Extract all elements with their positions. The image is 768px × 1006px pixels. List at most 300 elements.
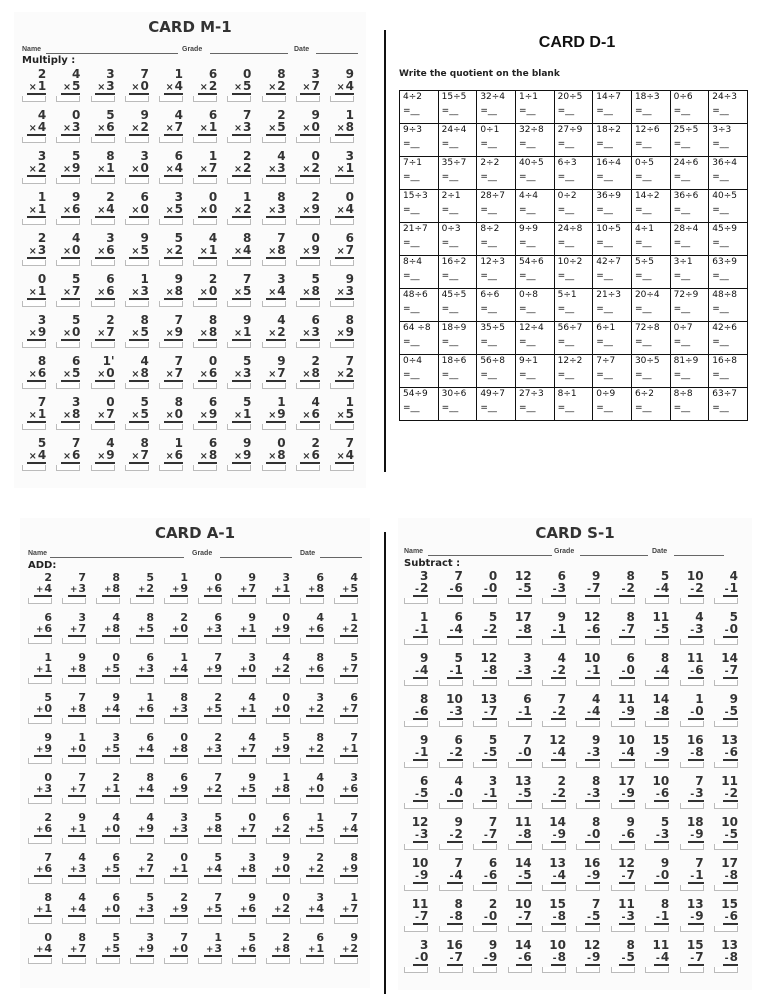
answer-box[interactable]: [404, 885, 428, 891]
answer-blank[interactable]: =__: [596, 172, 613, 182]
answer-box[interactable]: [227, 137, 251, 143]
answer-box[interactable]: [159, 301, 183, 307]
answer-box[interactable]: [62, 638, 86, 644]
answer-box[interactable]: [198, 598, 222, 604]
answer-box[interactable]: [22, 260, 46, 266]
answer-box[interactable]: [130, 718, 154, 724]
answer-box[interactable]: [130, 638, 154, 644]
answer-box[interactable]: [296, 219, 320, 225]
answer-box[interactable]: [96, 758, 120, 764]
answer-blank[interactable]: =__: [634, 403, 652, 413]
answer-box[interactable]: [232, 758, 256, 764]
answer-box[interactable]: [611, 803, 635, 809]
answer-box[interactable]: [28, 958, 52, 964]
name-line[interactable]: [428, 555, 552, 556]
answer-box[interactable]: [262, 178, 286, 184]
answer-box[interactable]: [542, 803, 566, 809]
answer-box[interactable]: [91, 219, 115, 225]
answer-box[interactable]: [198, 718, 222, 724]
answer-box[interactable]: [266, 718, 290, 724]
answer-blank[interactable]: =__: [673, 106, 691, 116]
answer-box[interactable]: [91, 137, 115, 143]
answer-box[interactable]: [227, 260, 251, 266]
answer-blank[interactable]: =__: [403, 337, 420, 347]
answer-box[interactable]: [125, 137, 149, 143]
answer-box[interactable]: [262, 465, 286, 471]
answer-blank[interactable]: =__: [596, 238, 613, 248]
answer-box[interactable]: [611, 967, 635, 973]
answer-blank[interactable]: =__: [557, 337, 575, 347]
answer-box[interactable]: [714, 598, 738, 604]
answer-box[interactable]: [296, 465, 320, 471]
answer-blank[interactable]: =__: [673, 238, 691, 248]
answer-box[interactable]: [714, 762, 738, 768]
answer-box[interactable]: [542, 762, 566, 768]
answer-box[interactable]: [645, 639, 669, 645]
answer-blank[interactable]: =__: [634, 205, 652, 215]
answer-box[interactable]: [266, 918, 290, 924]
answer-box[interactable]: [28, 918, 52, 924]
answer-box[interactable]: [266, 638, 290, 644]
answer-box[interactable]: [542, 680, 566, 686]
answer-box[interactable]: [576, 721, 600, 727]
answer-box[interactable]: [542, 721, 566, 727]
answer-box[interactable]: [576, 762, 600, 768]
answer-box[interactable]: [266, 878, 290, 884]
answer-blank[interactable]: =__: [441, 403, 459, 413]
answer-blank[interactable]: =__: [403, 139, 420, 149]
answer-blank[interactable]: =__: [673, 172, 691, 182]
answer-box[interactable]: [404, 967, 428, 973]
answer-box[interactable]: [334, 678, 358, 684]
answer-box[interactable]: [193, 96, 217, 102]
answer-box[interactable]: [439, 844, 463, 850]
answer-box[interactable]: [680, 762, 704, 768]
answer-blank[interactable]: =__: [518, 403, 536, 413]
answer-box[interactable]: [330, 301, 354, 307]
answer-blank[interactable]: =__: [634, 304, 652, 314]
answer-box[interactable]: [164, 798, 188, 804]
answer-box[interactable]: [125, 342, 149, 348]
answer-blank[interactable]: =__: [441, 172, 459, 182]
answer-box[interactable]: [300, 758, 324, 764]
answer-box[interactable]: [28, 758, 52, 764]
answer-box[interactable]: [159, 424, 183, 430]
answer-box[interactable]: [232, 798, 256, 804]
answer-box[interactable]: [645, 598, 669, 604]
answer-box[interactable]: [227, 383, 251, 389]
date-line[interactable]: [320, 557, 362, 558]
answer-blank[interactable]: =__: [634, 238, 652, 248]
answer-box[interactable]: [125, 219, 149, 225]
answer-box[interactable]: [508, 762, 532, 768]
answer-box[interactable]: [91, 96, 115, 102]
date-line[interactable]: [316, 53, 358, 54]
answer-box[interactable]: [262, 137, 286, 143]
answer-box[interactable]: [262, 301, 286, 307]
answer-box[interactable]: [266, 758, 290, 764]
answer-box[interactable]: [439, 639, 463, 645]
answer-box[interactable]: [439, 967, 463, 973]
answer-blank[interactable]: =__: [557, 304, 575, 314]
answer-box[interactable]: [56, 137, 80, 143]
answer-box[interactable]: [714, 639, 738, 645]
answer-box[interactable]: [645, 885, 669, 891]
answer-box[interactable]: [56, 342, 80, 348]
answer-box[interactable]: [508, 926, 532, 932]
answer-box[interactable]: [266, 958, 290, 964]
answer-box[interactable]: [56, 260, 80, 266]
answer-blank[interactable]: =__: [480, 139, 497, 149]
answer-box[interactable]: [227, 342, 251, 348]
answer-box[interactable]: [262, 260, 286, 266]
answer-blank[interactable]: =__: [480, 403, 497, 413]
answer-box[interactable]: [439, 926, 463, 932]
answer-box[interactable]: [232, 918, 256, 924]
answer-box[interactable]: [198, 678, 222, 684]
answer-box[interactable]: [334, 598, 358, 604]
answer-blank[interactable]: =__: [518, 139, 536, 149]
answer-blank[interactable]: =__: [673, 139, 691, 149]
answer-box[interactable]: [330, 96, 354, 102]
answer-box[interactable]: [56, 424, 80, 430]
answer-box[interactable]: [508, 844, 532, 850]
answer-blank[interactable]: =__: [634, 370, 652, 380]
answer-box[interactable]: [334, 838, 358, 844]
answer-box[interactable]: [611, 639, 635, 645]
answer-box[interactable]: [91, 178, 115, 184]
answer-blank[interactable]: =__: [673, 370, 691, 380]
answer-box[interactable]: [300, 598, 324, 604]
answer-box[interactable]: [159, 96, 183, 102]
answer-box[interactable]: [680, 803, 704, 809]
answer-box[interactable]: [300, 958, 324, 964]
answer-box[interactable]: [542, 885, 566, 891]
answer-box[interactable]: [193, 137, 217, 143]
answer-box[interactable]: [334, 798, 358, 804]
answer-blank[interactable]: =__: [673, 403, 691, 413]
answer-box[interactable]: [330, 137, 354, 143]
answer-box[interactable]: [96, 638, 120, 644]
answer-box[interactable]: [232, 878, 256, 884]
answer-box[interactable]: [508, 639, 532, 645]
answer-blank[interactable]: =__: [403, 403, 420, 413]
answer-box[interactable]: [576, 598, 600, 604]
answer-box[interactable]: [227, 96, 251, 102]
answer-box[interactable]: [404, 680, 428, 686]
answer-blank[interactable]: =__: [518, 370, 536, 380]
answer-box[interactable]: [193, 383, 217, 389]
answer-box[interactable]: [296, 137, 320, 143]
answer-box[interactable]: [193, 342, 217, 348]
answer-box[interactable]: [473, 885, 497, 891]
answer-box[interactable]: [680, 926, 704, 932]
answer-blank[interactable]: =__: [557, 271, 575, 281]
answer-box[interactable]: [300, 918, 324, 924]
answer-blank[interactable]: =__: [518, 304, 536, 314]
answer-blank[interactable]: =__: [557, 403, 575, 413]
answer-box[interactable]: [96, 878, 120, 884]
answer-box[interactable]: [232, 838, 256, 844]
answer-box[interactable]: [125, 96, 149, 102]
answer-box[interactable]: [611, 926, 635, 932]
answer-box[interactable]: [296, 342, 320, 348]
answer-box[interactable]: [645, 926, 669, 932]
answer-blank[interactable]: =__: [712, 238, 729, 248]
answer-box[interactable]: [473, 680, 497, 686]
name-line[interactable]: [50, 557, 184, 558]
answer-blank[interactable]: =__: [596, 271, 613, 281]
answer-blank[interactable]: =__: [596, 304, 613, 314]
answer-blank[interactable]: =__: [480, 205, 497, 215]
answer-box[interactable]: [611, 598, 635, 604]
answer-box[interactable]: [198, 758, 222, 764]
answer-box[interactable]: [96, 918, 120, 924]
answer-box[interactable]: [62, 718, 86, 724]
answer-box[interactable]: [266, 598, 290, 604]
answer-box[interactable]: [508, 721, 532, 727]
answer-box[interactable]: [296, 178, 320, 184]
answer-box[interactable]: [164, 638, 188, 644]
answer-box[interactable]: [576, 680, 600, 686]
answer-blank[interactable]: =__: [712, 139, 729, 149]
answer-blank[interactable]: =__: [403, 271, 420, 281]
answer-box[interactable]: [645, 680, 669, 686]
answer-box[interactable]: [262, 383, 286, 389]
answer-box[interactable]: [262, 424, 286, 430]
answer-box[interactable]: [159, 342, 183, 348]
answer-box[interactable]: [330, 260, 354, 266]
answer-box[interactable]: [22, 465, 46, 471]
answer-box[interactable]: [714, 680, 738, 686]
answer-blank[interactable]: =__: [518, 271, 536, 281]
answer-blank[interactable]: =__: [441, 337, 459, 347]
answer-box[interactable]: [125, 178, 149, 184]
answer-box[interactable]: [330, 219, 354, 225]
answer-box[interactable]: [334, 718, 358, 724]
answer-box[interactable]: [714, 926, 738, 932]
answer-box[interactable]: [473, 762, 497, 768]
answer-box[interactable]: [22, 137, 46, 143]
answer-blank[interactable]: =__: [634, 271, 652, 281]
answer-box[interactable]: [125, 424, 149, 430]
answer-box[interactable]: [96, 678, 120, 684]
answer-box[interactable]: [232, 718, 256, 724]
answer-box[interactable]: [198, 958, 222, 964]
answer-blank[interactable]: =__: [480, 304, 497, 314]
answer-blank[interactable]: =__: [518, 106, 536, 116]
answer-box[interactable]: [334, 918, 358, 924]
answer-box[interactable]: [300, 838, 324, 844]
answer-box[interactable]: [296, 301, 320, 307]
answer-box[interactable]: [164, 838, 188, 844]
answer-blank[interactable]: =__: [441, 139, 459, 149]
answer-blank[interactable]: =__: [441, 238, 459, 248]
answer-box[interactable]: [473, 844, 497, 850]
answer-box[interactable]: [542, 926, 566, 932]
answer-blank[interactable]: =__: [403, 304, 420, 314]
answer-box[interactable]: [334, 638, 358, 644]
answer-box[interactable]: [680, 967, 704, 973]
answer-box[interactable]: [266, 838, 290, 844]
answer-box[interactable]: [164, 598, 188, 604]
answer-blank[interactable]: =__: [673, 304, 691, 314]
answer-blank[interactable]: =__: [480, 106, 497, 116]
answer-box[interactable]: [96, 598, 120, 604]
answer-box[interactable]: [62, 678, 86, 684]
answer-box[interactable]: [680, 844, 704, 850]
answer-box[interactable]: [334, 758, 358, 764]
answer-blank[interactable]: =__: [480, 271, 497, 281]
answer-box[interactable]: [300, 638, 324, 644]
answer-box[interactable]: [576, 926, 600, 932]
answer-box[interactable]: [439, 762, 463, 768]
answer-blank[interactable]: =__: [441, 370, 459, 380]
answer-box[interactable]: [404, 639, 428, 645]
answer-box[interactable]: [62, 798, 86, 804]
answer-box[interactable]: [611, 721, 635, 727]
answer-box[interactable]: [439, 885, 463, 891]
answer-blank[interactable]: =__: [480, 337, 497, 347]
answer-box[interactable]: [22, 96, 46, 102]
answer-box[interactable]: [56, 96, 80, 102]
answer-blank[interactable]: =__: [557, 370, 575, 380]
answer-box[interactable]: [227, 465, 251, 471]
answer-box[interactable]: [159, 383, 183, 389]
answer-box[interactable]: [159, 219, 183, 225]
answer-box[interactable]: [439, 598, 463, 604]
answer-box[interactable]: [232, 638, 256, 644]
answer-blank[interactable]: =__: [518, 172, 536, 182]
answer-box[interactable]: [262, 219, 286, 225]
answer-box[interactable]: [62, 758, 86, 764]
answer-box[interactable]: [130, 958, 154, 964]
answer-box[interactable]: [22, 178, 46, 184]
answer-box[interactable]: [680, 598, 704, 604]
answer-box[interactable]: [96, 958, 120, 964]
answer-box[interactable]: [164, 678, 188, 684]
answer-blank[interactable]: =__: [441, 106, 459, 116]
answer-box[interactable]: [130, 918, 154, 924]
answer-blank[interactable]: =__: [480, 238, 497, 248]
answer-box[interactable]: [125, 301, 149, 307]
answer-box[interactable]: [56, 219, 80, 225]
answer-box[interactable]: [22, 301, 46, 307]
answer-box[interactable]: [193, 424, 217, 430]
answer-box[interactable]: [130, 598, 154, 604]
answer-box[interactable]: [508, 885, 532, 891]
answer-box[interactable]: [611, 762, 635, 768]
answer-box[interactable]: [576, 967, 600, 973]
answer-box[interactable]: [473, 598, 497, 604]
answer-box[interactable]: [404, 762, 428, 768]
answer-box[interactable]: [198, 638, 222, 644]
answer-box[interactable]: [714, 885, 738, 891]
answer-box[interactable]: [680, 721, 704, 727]
answer-blank[interactable]: =__: [596, 205, 613, 215]
answer-box[interactable]: [56, 383, 80, 389]
answer-box[interactable]: [125, 465, 149, 471]
answer-box[interactable]: [193, 219, 217, 225]
answer-box[interactable]: [91, 383, 115, 389]
answer-box[interactable]: [164, 958, 188, 964]
answer-blank[interactable]: =__: [596, 106, 613, 116]
answer-box[interactable]: [22, 342, 46, 348]
answer-box[interactable]: [330, 342, 354, 348]
answer-box[interactable]: [56, 178, 80, 184]
answer-box[interactable]: [300, 678, 324, 684]
grade-line[interactable]: [210, 53, 288, 54]
grade-line[interactable]: [580, 555, 648, 556]
answer-box[interactable]: [262, 96, 286, 102]
answer-box[interactable]: [508, 680, 532, 686]
answer-box[interactable]: [542, 639, 566, 645]
answer-box[interactable]: [193, 178, 217, 184]
answer-box[interactable]: [22, 219, 46, 225]
answer-blank[interactable]: =__: [634, 106, 652, 116]
answer-blank[interactable]: =__: [712, 403, 729, 413]
answer-box[interactable]: [193, 465, 217, 471]
answer-blank[interactable]: =__: [673, 271, 691, 281]
answer-blank[interactable]: =__: [557, 139, 575, 149]
answer-box[interactable]: [714, 844, 738, 850]
answer-box[interactable]: [473, 803, 497, 809]
answer-box[interactable]: [404, 803, 428, 809]
answer-box[interactable]: [611, 885, 635, 891]
answer-box[interactable]: [198, 878, 222, 884]
answer-box[interactable]: [330, 424, 354, 430]
answer-box[interactable]: [714, 721, 738, 727]
answer-box[interactable]: [91, 424, 115, 430]
answer-blank[interactable]: =__: [712, 172, 729, 182]
answer-box[interactable]: [198, 798, 222, 804]
answer-box[interactable]: [62, 958, 86, 964]
answer-box[interactable]: [266, 798, 290, 804]
answer-box[interactable]: [334, 878, 358, 884]
answer-box[interactable]: [198, 918, 222, 924]
answer-box[interactable]: [404, 926, 428, 932]
answer-box[interactable]: [62, 838, 86, 844]
answer-box[interactable]: [611, 844, 635, 850]
answer-blank[interactable]: =__: [557, 205, 575, 215]
answer-box[interactable]: [130, 878, 154, 884]
answer-box[interactable]: [680, 680, 704, 686]
answer-box[interactable]: [62, 918, 86, 924]
answer-blank[interactable]: =__: [596, 403, 613, 413]
answer-box[interactable]: [473, 926, 497, 932]
answer-box[interactable]: [28, 678, 52, 684]
answer-blank[interactable]: =__: [673, 205, 691, 215]
answer-blank[interactable]: =__: [557, 172, 575, 182]
answer-box[interactable]: [91, 342, 115, 348]
answer-blank[interactable]: =__: [596, 370, 613, 380]
answer-box[interactable]: [227, 178, 251, 184]
answer-blank[interactable]: =__: [403, 205, 420, 215]
answer-box[interactable]: [680, 639, 704, 645]
answer-blank[interactable]: =__: [480, 172, 497, 182]
answer-box[interactable]: [439, 803, 463, 809]
answer-box[interactable]: [330, 465, 354, 471]
answer-box[interactable]: [91, 465, 115, 471]
answer-box[interactable]: [334, 958, 358, 964]
answer-box[interactable]: [164, 878, 188, 884]
answer-blank[interactable]: =__: [403, 172, 420, 182]
answer-box[interactable]: [28, 598, 52, 604]
answer-blank[interactable]: =__: [634, 337, 652, 347]
answer-box[interactable]: [645, 721, 669, 727]
answer-box[interactable]: [96, 798, 120, 804]
answer-box[interactable]: [227, 219, 251, 225]
